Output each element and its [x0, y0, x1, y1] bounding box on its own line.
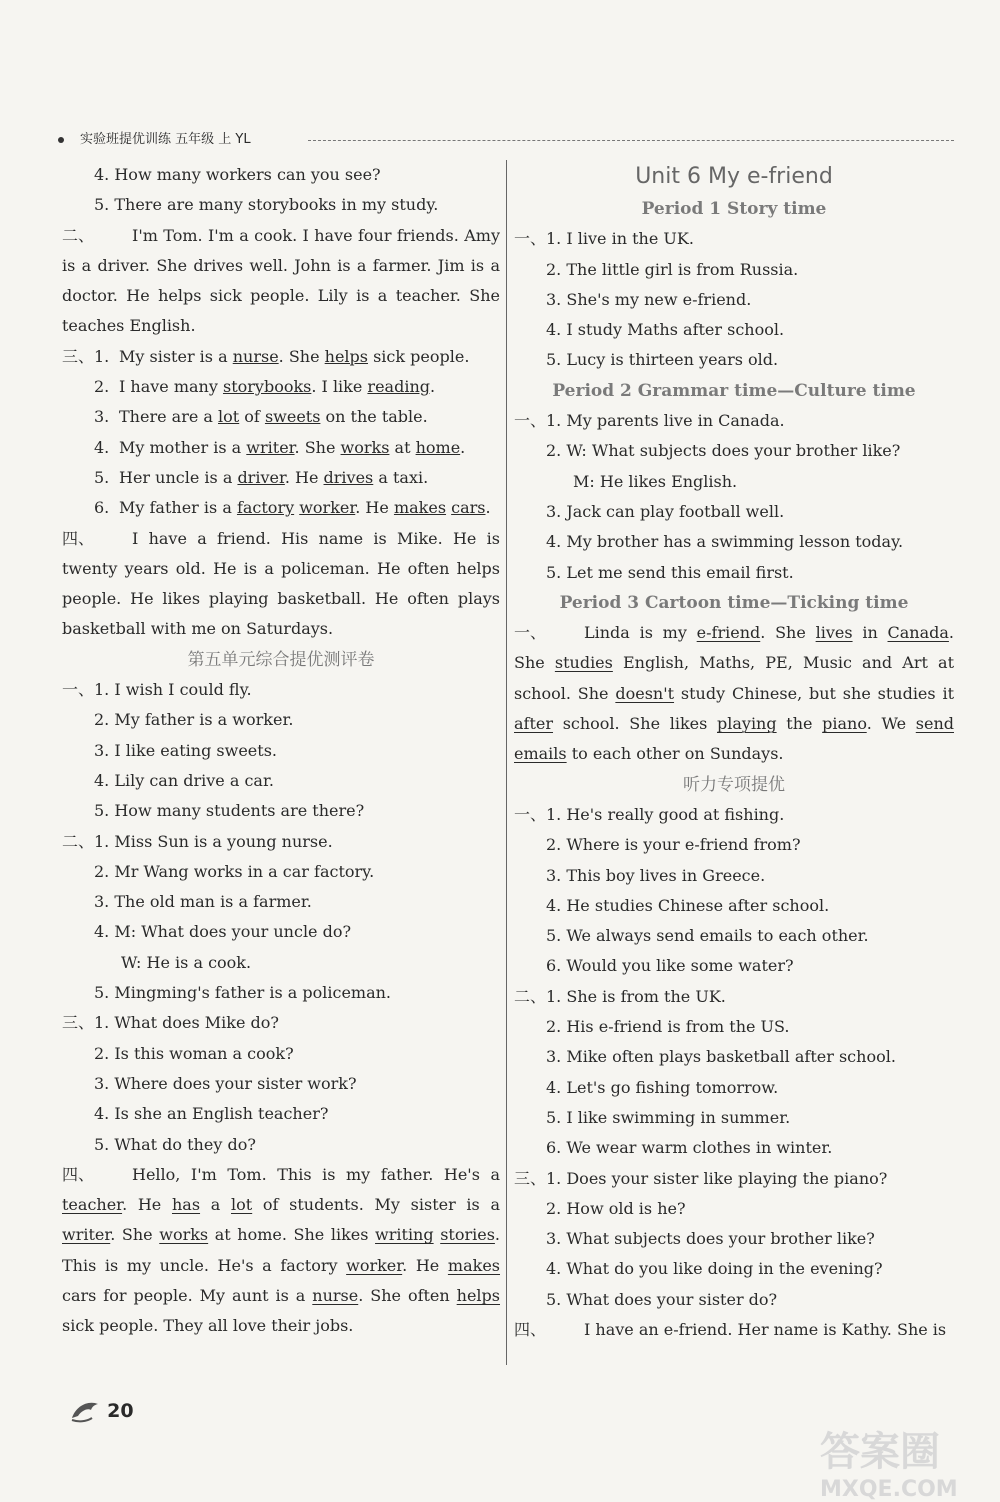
answer-line: 3. I like eating sweets.: [94, 740, 277, 760]
answer-line: 4. He studies Chinese after school.: [546, 895, 830, 915]
answer-line: 2. His e-friend is from the US.: [546, 1017, 790, 1037]
answer-line: 三、 1. My sister is a nurse. She helps sick people.: [62, 346, 470, 366]
unit-title: Unit 6 My e-friend: [635, 164, 833, 189]
answer-line: 5. Mingming's father is a policeman.: [94, 983, 392, 1003]
answer-line: 5. How many students are there?: [94, 801, 365, 821]
answer-line: 4. Let's go fishing tomorrow.: [546, 1077, 779, 1097]
answer-line: 3. Mike often plays basketball after school.: [546, 1047, 896, 1067]
section-title: 第五单元综合提优测评卷: [187, 649, 375, 670]
answer-line: 4. I study Maths after school.: [546, 320, 785, 340]
page-number-text: 20: [107, 1400, 134, 1422]
answer-line: 4. What do you like doing in the evening?: [546, 1259, 883, 1279]
answer-line: 四、 I have an e-friend. Her name is Kathy. She is: [514, 1319, 947, 1339]
answer-paragraph: 四、 Hello, I'm Tom. This is my father. He's a teacher. He has a lot of students. My sister is a writer. She works at home. She likes writing stories. This is my uncle. He's a factory worker. He makes cars for people. My aunt is a nurse. She often helps sick people. They all love their jobs.: [62, 1164, 501, 1336]
left-column: [62, 160, 500, 1342]
watermark-text: 答案圈: [820, 1429, 940, 1475]
answer-line: 5. Let me send this email first.: [546, 562, 794, 582]
answer-line: 2. How old is he?: [546, 1198, 686, 1218]
answer-line: 6. Would you like some water?: [546, 956, 794, 976]
watermark-url: MXQE.COM: [820, 1477, 958, 1502]
dolphin-icon: [70, 1398, 102, 1424]
answer-line: 4. My mother is a writer. She works at home.: [94, 437, 466, 457]
answer-line: 3. This boy lives in Greece.: [546, 865, 766, 885]
answer-line: 一、 1. My parents live in Canada.: [514, 411, 785, 431]
answer-line: 5. I like swimming in summer.: [546, 1107, 791, 1127]
answer-line: 一、 1. I wish I could fly.: [62, 680, 252, 700]
answer-line: 4. Lily can drive a car.: [94, 770, 274, 790]
page-header: [58, 130, 954, 150]
answer-line: W: He is a cook.: [121, 952, 252, 972]
period-title: Period 1 Story time: [641, 199, 827, 219]
bullet-dot: [58, 137, 64, 143]
answer-paragraph: 四、 I have a friend. His name is Mike. He is twenty years old. He is a policeman. He often helps people. He likes playing basketball. He often plays basketball with me on Saturdays.: [62, 528, 500, 639]
answer-line: 3. There are a lot of sweets on the table.: [94, 407, 428, 427]
answer-line: 2. Is this woman a cook?: [94, 1043, 294, 1063]
header-rule: [308, 140, 954, 141]
answer-line: 3. What subjects does your brother like?: [546, 1229, 875, 1249]
answer-line: 2. I have many storybooks. I like reading.: [94, 377, 436, 397]
answer-line: 5. What does your sister do?: [546, 1289, 778, 1309]
answer-line: 5. What do they do?: [94, 1134, 256, 1154]
answer-line: 二、 1. She is from the UK.: [514, 986, 726, 1006]
column-divider: [506, 160, 507, 1365]
answer-line: 2. W: What subjects does your brother like?: [546, 441, 901, 461]
answer-line: 三、 1. What does Mike do?: [62, 1013, 279, 1033]
answer-line: 6. We wear warm clothes in winter.: [546, 1138, 833, 1158]
answer-line: 5. Lucy is thirteen years old.: [546, 350, 779, 370]
watermark: [820, 1420, 958, 1502]
answer-line: 2. Where is your e-friend from?: [546, 835, 801, 855]
answer-line: 5. There are many storybooks in my study.: [94, 195, 439, 215]
section-title: 听力专项提优: [683, 774, 785, 795]
answer-line: 一、 1. I live in the UK.: [514, 229, 694, 249]
answer-line: 一、 1. He's really good at fishing.: [514, 804, 785, 824]
answer-line: 4. My brother has a swimming lesson today.: [546, 532, 904, 552]
answer-line: 2. My father is a worker.: [94, 710, 294, 730]
answer-line: 2. Mr Wang works in a car factory.: [94, 861, 375, 881]
answer-line: 三、 1. Does your sister like playing the piano?: [514, 1168, 888, 1188]
book-title: 实验班提优训练 五年级 上 YL: [80, 132, 251, 147]
period-title: Period 2 Grammar time—Culture time: [552, 380, 916, 401]
answer-line: 2. The little girl is from Russia.: [546, 259, 799, 279]
answer-paragraph: 二、 I'm Tom. I'm a cook. I have four friends. Amy is a driver. She drives well. John is a farmer. Jim is a doctor. He helps sick people. Lily is a teacher. She teaches English.: [62, 225, 500, 336]
answer-line: 二、 1. Miss Sun is a young nurse.: [62, 831, 333, 851]
answer-line: 3. The old man is a farmer.: [94, 892, 312, 912]
right-column: [514, 160, 954, 1345]
answer-line: 6. My father is a factory worker. He makes cars.: [94, 498, 491, 518]
answer-line: M: He likes English.: [573, 471, 738, 491]
answer-line: 3. Jack can play football well.: [546, 501, 785, 521]
answer-line: 5. Her uncle is a driver. He drives a taxi.: [94, 467, 429, 487]
period-title: Period 3 Cartoon time—Ticking time: [559, 592, 909, 613]
answer-line: 4. How many workers can you see?: [94, 165, 381, 184]
answer-line: 3. Where does your sister work?: [94, 1073, 357, 1093]
page-number: [70, 1398, 134, 1424]
answer-line: 4. Is she an English teacher?: [94, 1104, 329, 1124]
answer-paragraph: 一、 Linda is my e-friend. She lives in Canada. She studies English, Maths, PE, Music and Art at school. She doesn't study Chinese, but she studies it after school. She likes playing the piano. We send emails to each other on Sundays.: [514, 623, 955, 764]
answer-line: 5. We always send emails to each other.: [546, 926, 869, 946]
answer-line: 4. M: What does your uncle do?: [94, 922, 352, 942]
answer-line: 3. She's my new e-friend.: [546, 289, 752, 309]
